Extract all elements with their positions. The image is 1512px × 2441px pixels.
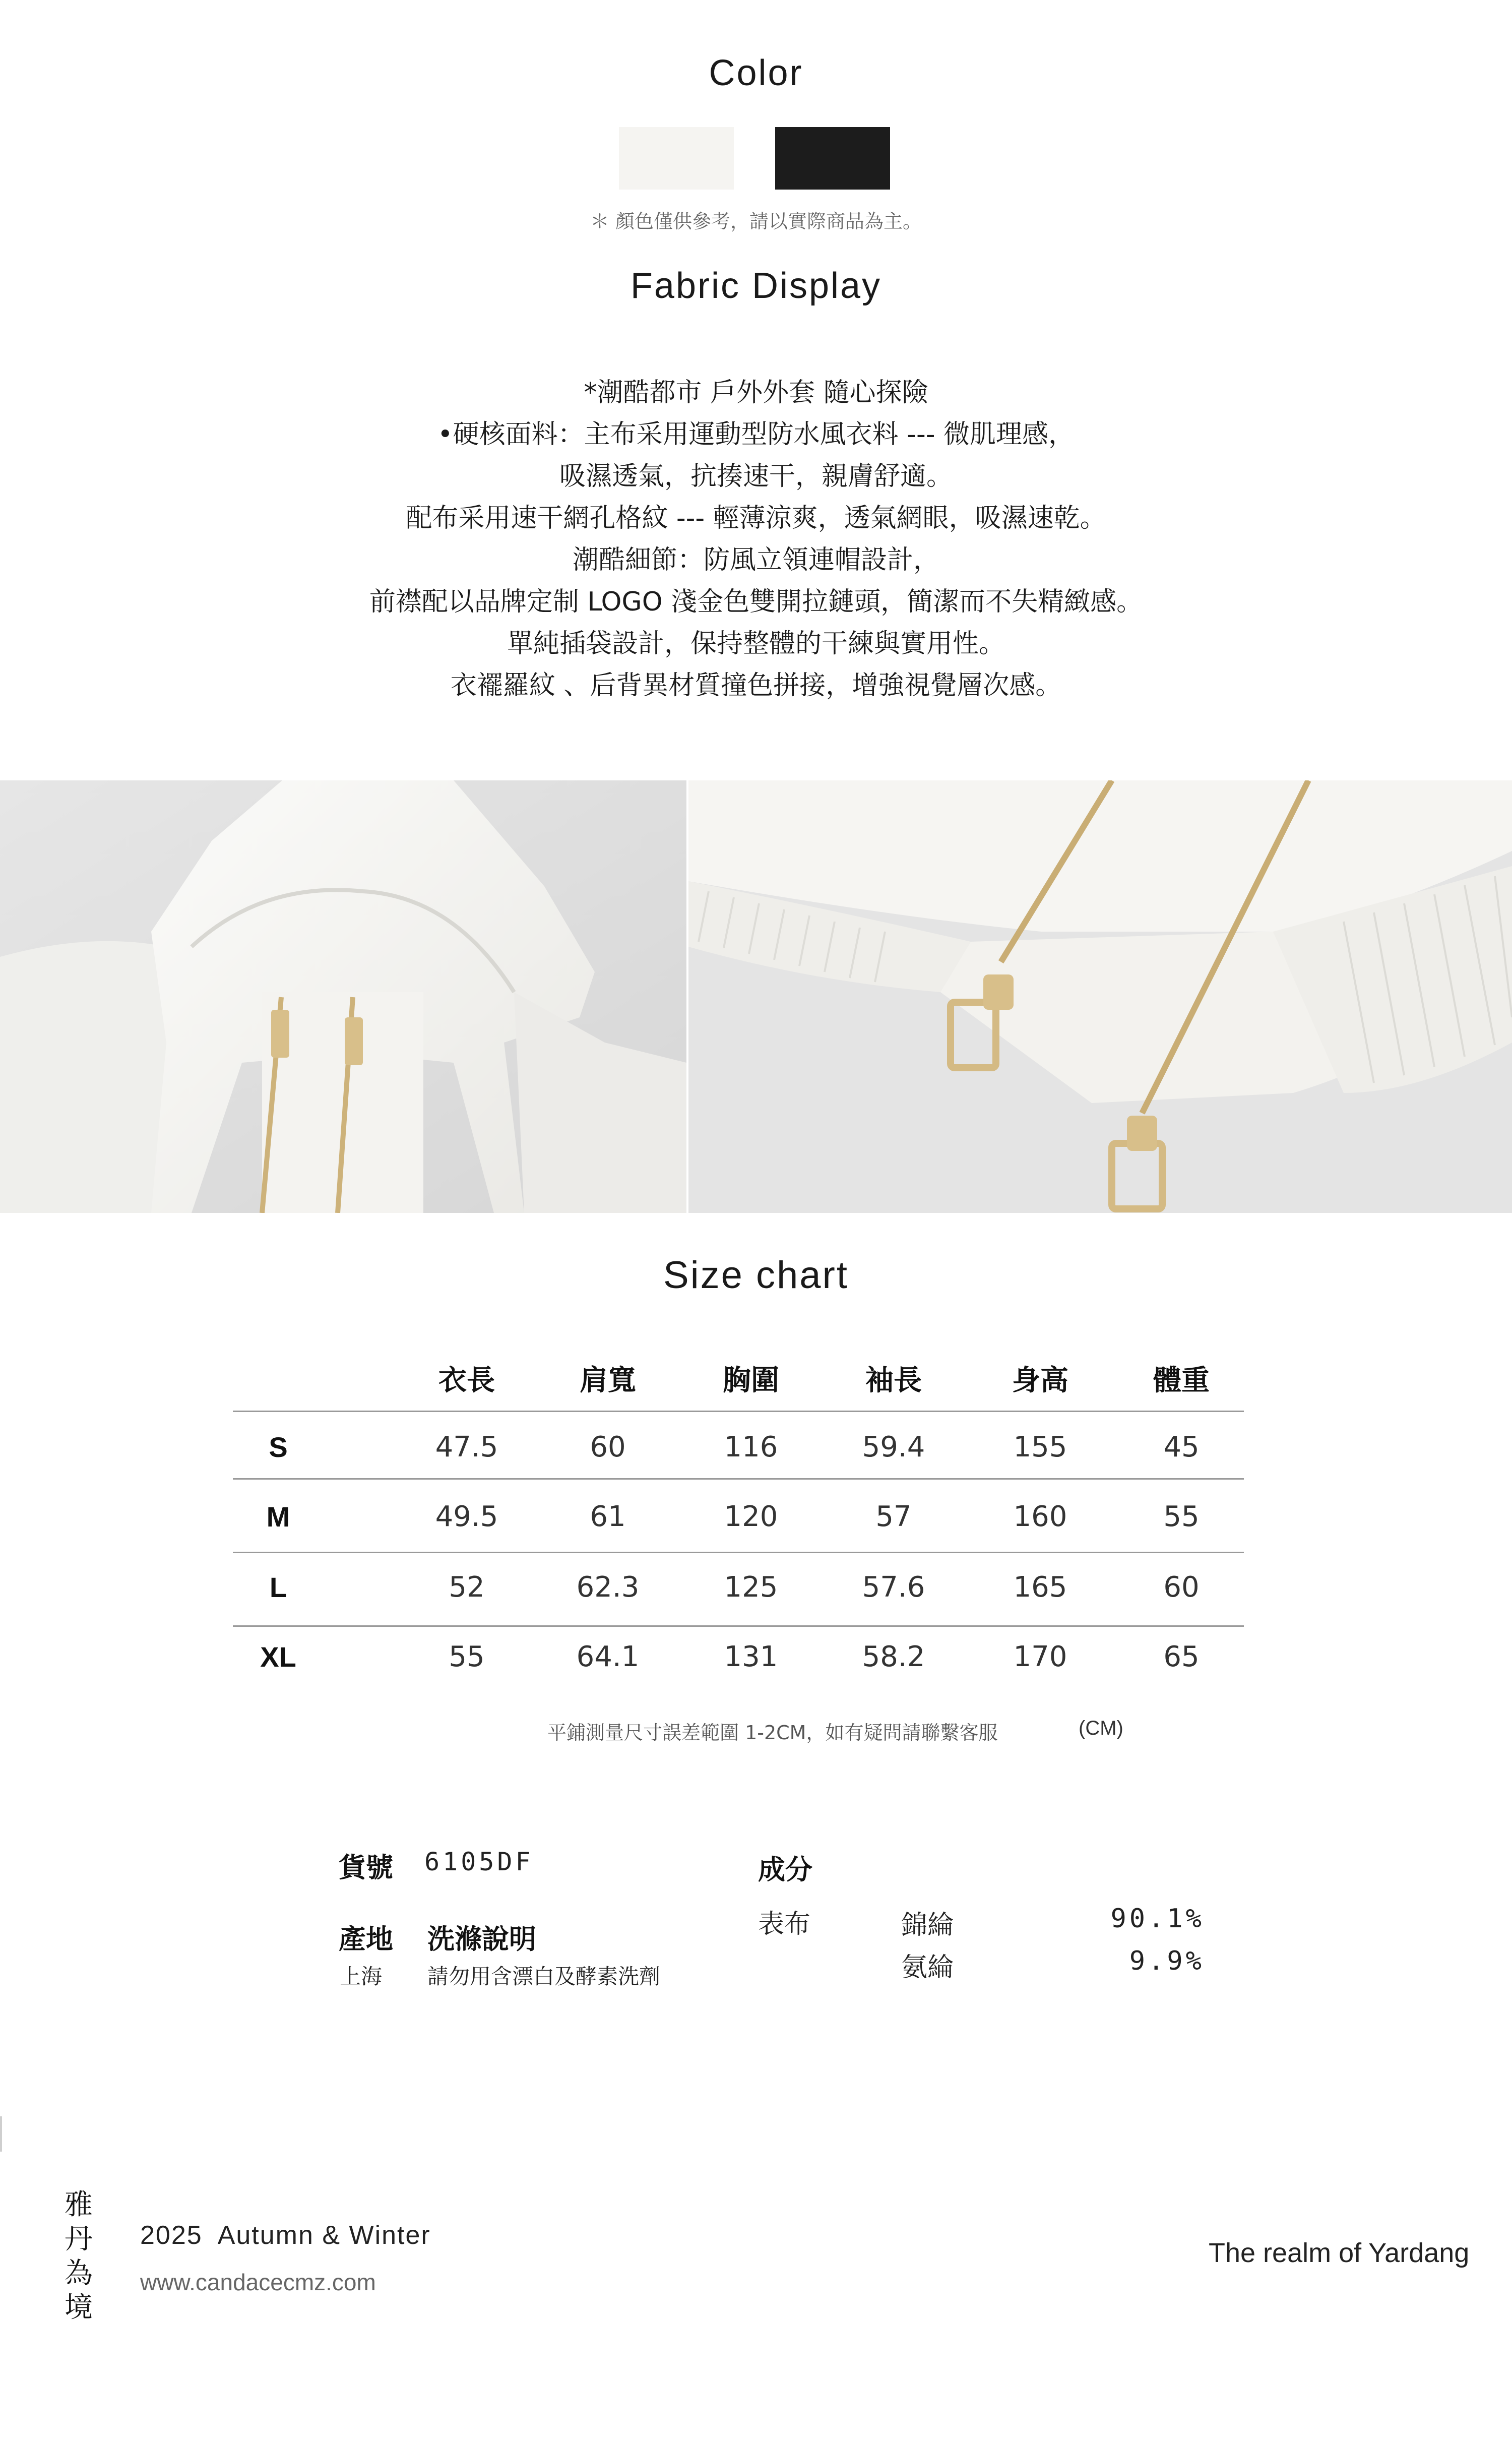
composition-part: 表布 <box>758 1909 811 1939</box>
wash-instructions: 請勿用含漂白及酵素洗劑 <box>427 1964 661 1989</box>
material-name: 氨綸 <box>901 1952 954 1983</box>
table-cell: 170 <box>1013 1640 1067 1673</box>
size-label: S <box>269 1431 288 1463</box>
size-label: M <box>266 1501 290 1533</box>
origin-value: 上海 <box>340 1964 383 1989</box>
table-divider <box>233 1625 1244 1627</box>
column-header: 胸圍 <box>723 1364 779 1397</box>
size-label: L <box>269 1571 287 1603</box>
material-name: 錦綸 <box>901 1910 954 1940</box>
origin-label: 產地 <box>339 1923 393 1955</box>
fabric-title: Fabric Display <box>630 266 882 306</box>
table-divider <box>233 1411 1244 1412</box>
table-cell: 55 <box>449 1640 485 1673</box>
brand-char: 為 <box>65 2257 93 2290</box>
brand-vertical-name <box>64 2188 94 2325</box>
color-title: Color <box>709 53 803 93</box>
column-header: 袖長 <box>865 1364 922 1397</box>
table-cell: 131 <box>724 1640 778 1673</box>
table-cell: 45 <box>1163 1431 1200 1463</box>
fabric-line: 衣襬羅紋 、后背異材質撞色拼接，增強視覺層次感。 <box>450 670 1062 701</box>
table-cell: 57.6 <box>862 1571 925 1604</box>
table-cell: 125 <box>724 1571 778 1604</box>
size-label: XL <box>260 1641 296 1673</box>
composition-label: 成分 <box>758 1854 812 1885</box>
fabric-line: 吸濕透氣，抗揍速干，親膚舒適。 <box>559 461 953 492</box>
size-chart-title: Size chart <box>663 1254 849 1297</box>
table-cell: 60 <box>590 1431 626 1463</box>
column-header: 衣長 <box>438 1364 495 1397</box>
item-number: 6105DF <box>424 1847 534 1876</box>
column-header: 體重 <box>1153 1364 1210 1397</box>
table-cell: 57 <box>875 1500 912 1533</box>
website-link[interactable]: www.candacecmz.com <box>140 2269 376 2295</box>
table-divider <box>233 1478 1244 1480</box>
table-cell: 120 <box>724 1500 778 1533</box>
brand-char: 境 <box>65 2291 93 2324</box>
measurement-note: 平鋪測量尺寸誤差範圍 1-2CM，如有疑問請聯繫客服 <box>547 1722 998 1744</box>
table-cell: 160 <box>1013 1500 1067 1533</box>
season-label: 2025 Autumn & Winter <box>140 2221 431 2250</box>
table-cell: 59.4 <box>862 1431 925 1463</box>
table-cell: 116 <box>724 1431 778 1463</box>
brand-tagline: The realm of Yardang <box>1209 2238 1470 2268</box>
table-cell: 60 <box>1163 1571 1200 1604</box>
table-cell: 165 <box>1013 1571 1067 1604</box>
table-cell: 47.5 <box>435 1431 498 1463</box>
table-cell: 62.3 <box>576 1571 640 1604</box>
column-header: 身高 <box>1012 1364 1068 1397</box>
material-percent: 9.9% <box>1129 1946 1205 1976</box>
unit-label: (CM) <box>1079 1717 1123 1739</box>
table-divider <box>233 1552 1244 1553</box>
color-disclaimer: ＊ 顏色僅供參考，請以實際商品為主。 <box>590 210 922 232</box>
fabric-line: 潮酷細節：防風立領連帽設計， <box>572 545 939 575</box>
fabric-line: *潮酷都市 戶外外套 隨心探險 <box>584 378 928 408</box>
fabric-line: •硬核面料：主布采用運動型防水風衣料 --- 微肌理感， <box>437 419 1075 450</box>
column-header: 肩寬 <box>580 1364 636 1397</box>
fabric-line: 前襟配以品牌定制 LOGO 淺金色雙開拉鏈頭，簡潔而不失精緻感。 <box>369 587 1143 617</box>
fabric-line: 配布采用速干網孔格紋 --- 輕薄涼爽，透氣網眼，吸濕速乾。 <box>406 503 1106 533</box>
table-cell: 155 <box>1013 1431 1067 1463</box>
table-cell: 55 <box>1163 1500 1200 1533</box>
material-percent: 90.1% <box>1110 1904 1205 1934</box>
table-cell: 61 <box>590 1500 626 1533</box>
item-number-label: 貨號 <box>339 1852 393 1883</box>
brand-char: 丹 <box>65 2223 93 2255</box>
left-edge-marker <box>0 2116 2 2152</box>
brand-char: 雅 <box>65 2188 93 2221</box>
table-cell: 58.2 <box>862 1640 925 1673</box>
table-cell: 65 <box>1163 1640 1200 1673</box>
wash-instructions-label: 洗滌說明 <box>427 1923 536 1955</box>
fabric-line: 單純插袋設計，保持整體的干練與實用性。 <box>507 629 1005 659</box>
table-cell: 49.5 <box>435 1500 498 1533</box>
table-cell: 64.1 <box>576 1640 640 1673</box>
table-cell: 52 <box>449 1571 485 1604</box>
